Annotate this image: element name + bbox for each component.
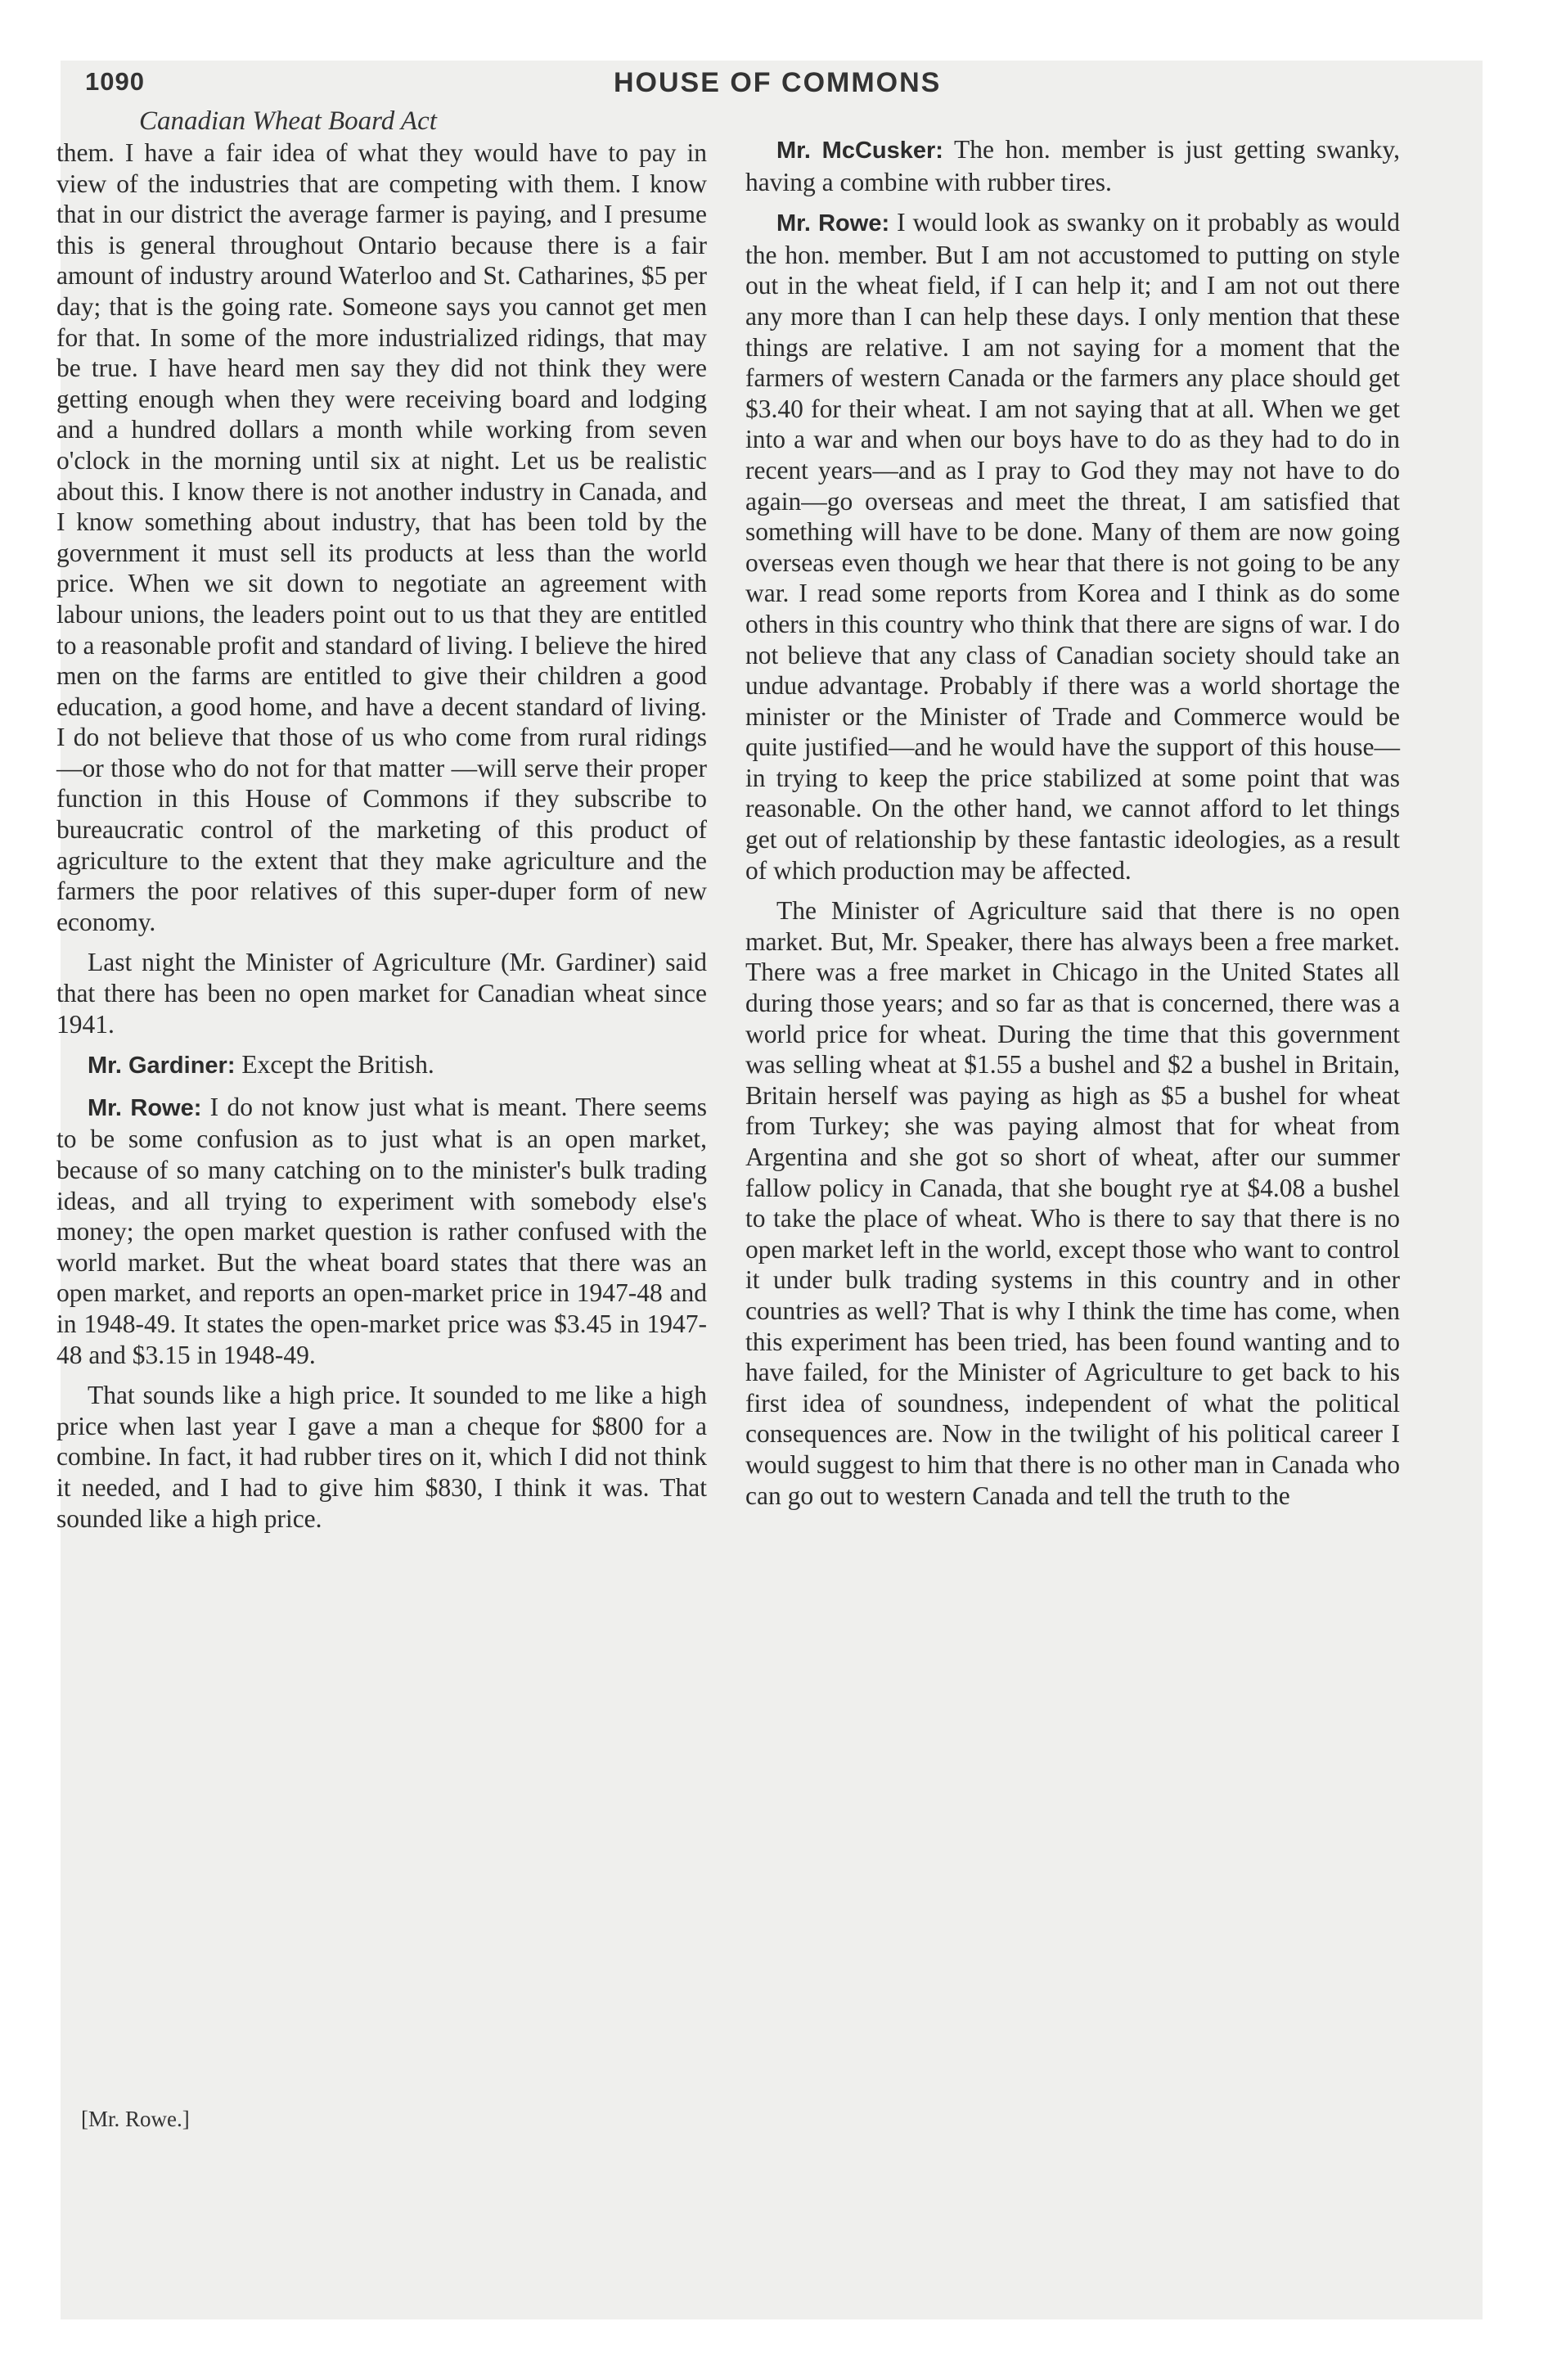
speaker-name: Mr. Rowe: (88, 1094, 202, 1121)
speech (56, 1049, 707, 1082)
paragraph: That sounds like a high price. It sounded to me like a high price when last year I gave a man a cheque for $800 for a combine. In fact, it had rubber tires on it, which I did not think it needed, and I had to give him $830, I think it was. That sounded like a high price. (56, 1381, 707, 1533)
speech (56, 1092, 707, 1370)
speech (745, 207, 1400, 886)
speech (745, 134, 1400, 197)
speech-text: Except the British. (235, 1050, 434, 1080)
speaker-name: Mr. Rowe: (776, 210, 890, 237)
speaker-name: Mr. Gardiner: (88, 1053, 236, 1080)
footer-speaker-tag: [Mr. Rowe.] (81, 2107, 190, 2131)
page-number: 1090 (85, 67, 145, 96)
speech-text: The hon. member is just getting swanky, having a combine with rubber tires. (745, 135, 1401, 196)
speaker-name: Mr. McCusker: (776, 137, 943, 164)
running-head: Canadian Wheat Board Act (139, 106, 437, 136)
paragraph: them. I have a fair idea of what they would have to pay in view of the industries that are competing with them. I know that in our district the average farmer is paying, and I presume this is general throughout Ontario because there is a fair amount of industry around Waterloo and St. Catharines, $5 per day; that is the going rate. Someone says you cannot get men for that. In some of the more industrialized ridings, that may be true. I have heard men say they did not think they were getting enough when they were receiving board and lodging and a hundred dollars a month while working from seven o'clock in the morning until six at night. Let us be realistic about this. I know there is not another industry in Canada, and I know something about industry, that has been told by the government it must sell its products at less than the world price. When we sit down to negotiate an agreement with labour unions, the leaders point out to us that they are entitled to a reasonable profit and standard of living. I believe the hired men on the farms are entitled to give their children a good education, a good home, and have a decent standard of living. I do not believe that those of us who come from rural ridings—or those who do not for that matter —will serve their proper function in this House of Commons if they subscribe to bureaucratic control of the marketing of this product of agriculture to the extent that they make agriculture and the farmers the poor relatives of this super-duper form of new economy. (56, 138, 707, 936)
page-title: HOUSE OF COMMONS (614, 67, 942, 98)
speech-text: I do not know just what is meant. There seems to be some confusion as to just what is an open market, because of so many catching on to the minister's bulk trading ideas, and all trying to experiment with somebody else's money; the open market question is rather confused with the world market. But the wheat board states that there was an open market, and reports an open-market price in 1947-48 and in 1948-49. It states the open-market price was $3.45 in 1947-48 and $3.15 in 1948-49. (56, 1092, 707, 1369)
right-column (745, 134, 1400, 1521)
speech-text: I would look as swanky on it probably as would the hon. member. But I am not accustomed to putting on style out in the wheat field, if I can help it; and I am not out there any more than I can help these days. I only mention that these things are relative. I am not saying for a moment that the farmers of western Canada or the farmers any place should get $3.40 for their wheat. I am not saying that at all. When we get into a war and when our boys have to do as they had to do in recent years—and as I pray to God they may not have to do again—go overseas and meet the threat, I am satisfied that something will have to be done. Many of them are now going overseas even though we hear that there is not going to be any war. I read some reports from Korea and I think as do some others in this country who think that there are signs of war. I do not believe that any class of Canadian society should take an undue advantage. Probably if there was a world shortage the minister or the Minister of Trade and Commerce would be quite justified—and he would have the support of this house—in trying to keep the price stabilized at some point that was reasonable. On the other hand, we cannot afford to let things get out of relationship by these fantastic ideologies, as a result of which production may be affected. (745, 208, 1400, 885)
paragraph: Last night the Minister of Agriculture (Mr. Gardiner) said that there has been no open market for Canadian wheat since 1941. (56, 948, 707, 1039)
paragraph: The Minister of Agriculture said that there is no open market. But, Mr. Speaker, there has always been a free market. There was a free market in Chicago in the United States all during those years; and so far as that is concerned, there was a world price for wheat. During the time that this government was selling wheat at $1.55 a bushel and $2 a bushel in Britain, Britain herself was paying as high as $5 a bushel for wheat from Turkey; she was paying almost that for wheat from Argentina and she got so short of wheat, after our summer fallow policy in Canada, that she bought rye at $4.08 a bushel to take the place of wheat. Who is there to say that there is no open market left in the world, except those who want to control it under bulk trading systems in this country and in other countries as well? That is why I think the time has come, when this experiment has been tried, has been found wanting and to have failed, for the Minister of Agriculture to get back to his first idea of soundness, independent of what the political consequences are. Now in the twilight of his political career I would suggest to him that there is no other man in Canada who can go out to western Canada and tell the truth to the (745, 896, 1400, 1510)
left-column (56, 137, 707, 1544)
